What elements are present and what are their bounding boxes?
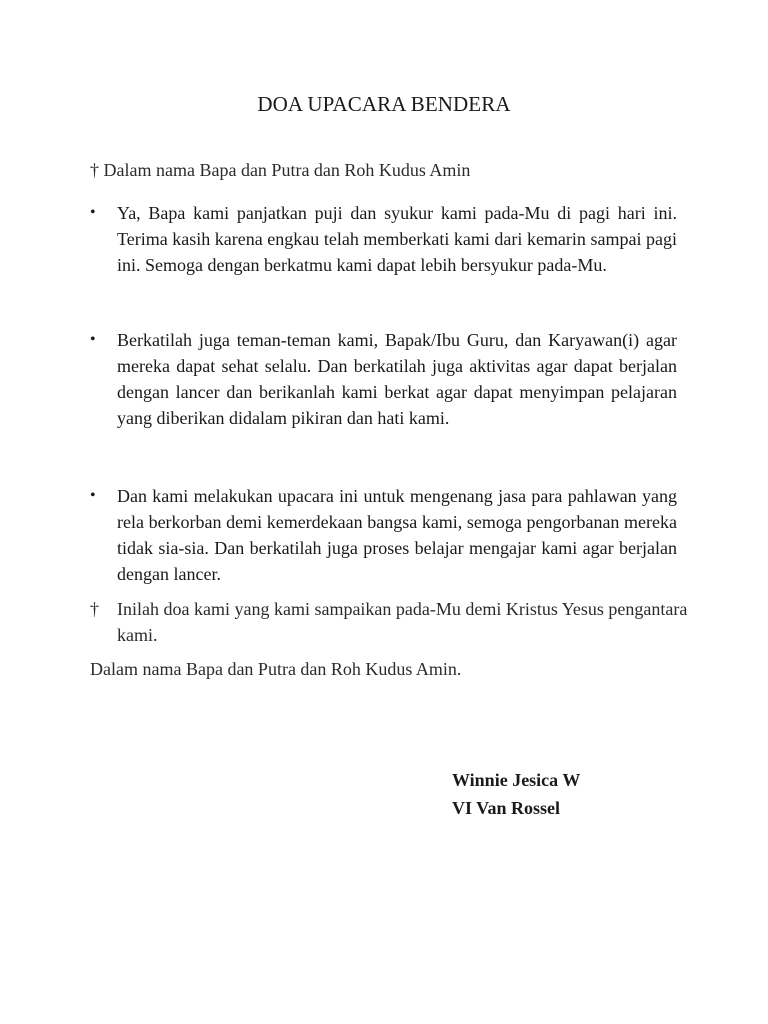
bullet-marker: • (90, 204, 96, 221)
prayer-paragraph-2 (90, 327, 677, 431)
final-line: Dalam nama Bapa dan Putra dan Roh Kudus Amin. (90, 659, 462, 679)
prayer-paragraph-3 (90, 483, 677, 587)
bullet-marker: • (90, 331, 96, 348)
prayer-paragraph-text: Dan kami melakukan upacara ini untuk mengenang jasa para pahlawan yang rela berkorban demi kemerdekaan bangsa kami, semoga pengorbanan mereka tidak sia-sia. Dan berkatilah juga proses belajar mengajar kami agar berjalan dengan lancer. (117, 486, 677, 584)
document-title: DOA UPACARA BENDERA (257, 92, 511, 116)
bullet-marker: • (90, 487, 96, 504)
signature-class: VI Van Rossel (452, 798, 561, 818)
closing-prayer (90, 596, 690, 648)
signature-block (452, 766, 580, 822)
prayer-paragraph-1 (90, 200, 677, 278)
cross-icon: † (90, 599, 99, 619)
prayer-paragraph-text: Berkatilah juga teman-teman kami, Bapak/Ibu Guru, dan Karyawan(i) agar mereka dapat sehat selalu. Dan berkatilah juga aktivitas agar dapat berjalan dengan lancer dan berikanlah kami berkat agar dapat menyimpan pelajaran yang diberikan didalam pikiran dan hati kami. (117, 330, 677, 428)
prayer-paragraph-text: Ya, Bapa kami panjatkan puji dan syukur kami pada-Mu di pagi hari ini. Terima kasih karena engkau telah memberkati kami dari kemarin sampai pagi ini. Semoga dengan berkatmu kami dapat lebih bersyukur pada-Mu. (117, 203, 677, 275)
closing-prayer-text: Inilah doa kami yang kami sampaikan pada-Mu demi Kristus Yesus pengantara kami. (117, 599, 688, 645)
opening-line: † Dalam nama Bapa dan Putra dan Roh Kudus Amin (90, 160, 471, 180)
signature-name: Winnie Jesica W (452, 770, 581, 790)
